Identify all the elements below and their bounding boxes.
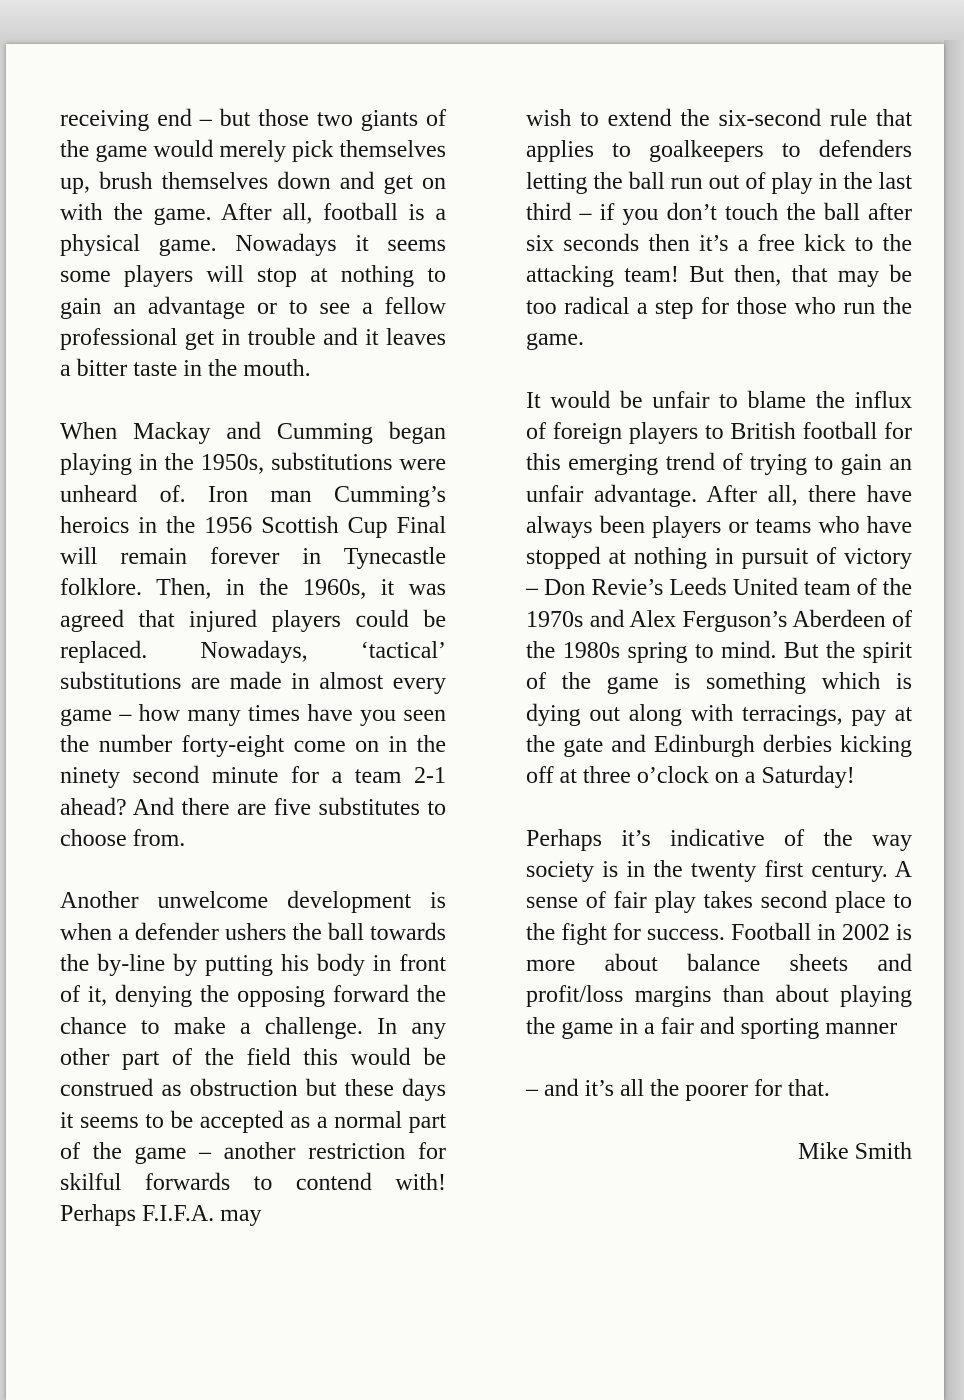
scan-top-edge — [0, 0, 964, 44]
paragraph: receiving end – but those two giants of the game would merely pick themselves up, brush themselves down and get on with the game. After all, football is a physical game. Nowadays it seems some players will stop at nothing to gain an advantage or to see a fellow professional get in trouble and it leaves a bitter taste in the mouth. — [60, 106, 446, 383]
article-right-column — [526, 104, 912, 1199]
paragraph: When Mackay and Cumming began playing in the 1950s, substitutions were unheard of. Iron man Cumming’s heroics in the 1956 Scottish Cup Final will remain forever in Tynecastle folklore. Then, in the 1960s, it was agreed that injured players could be replaced. Nowadays, ‘tactical’ substitutions are made in almost every game – how many times have you seen the number forty-eight come on in the ninety second minute for a team 2-1 ahead? And there are five substitutes to choose from. — [60, 418, 446, 852]
paragraph: It would be unfair to blame the influx of foreign players to British football for this emerging trend of trying to gain an unfair advantage. After all, there have always been players or teams who have stopped at nothing in pursuit of victory – Don Revie’s Leeds United team of the 1970s and Alex Ferguson’s Aberdeen of the 1980s spring to mind. But the spirit of the game is something which is dying out along with terracings, pay at the gate and Edinburgh derbies kicking off at three o’clock on a Saturday! — [526, 387, 912, 790]
paragraph-closing: – and it’s all the poorer for that. — [526, 1076, 830, 1103]
scan-right-edge — [944, 40, 964, 1400]
author-signature: Mike Smith — [797, 1138, 912, 1165]
paragraph: Perhaps it’s indicative of the way society is in the twenty first century. A sense of fair play takes second place to the fight for success. Football in 2002 is more about balance sheets and profit/loss margins than about playing the game in a fair and sporting manner — [526, 825, 912, 1040]
article-left-column — [60, 104, 446, 1262]
paragraph: Another unwelcome development is when a defender ushers the ball towards the by-line by putting his body in front of it, denying the opposing forward the chance to make a challenge. In any other part of the field this would be construed as obstruction but these days it seems to be accepted as a normal part of the game – another restriction for skilful forwards to contend with! Perhaps F.I.F.A. may — [60, 888, 446, 1228]
paragraph: wish to extend the six-second rule that applies to goalkeepers to defenders letting the ball run out of play in the last third – if you don’t touch the ball after six seconds then it’s a free kick to the attacking team! But then, that may be too radical a step for those who run the game. — [526, 106, 912, 352]
